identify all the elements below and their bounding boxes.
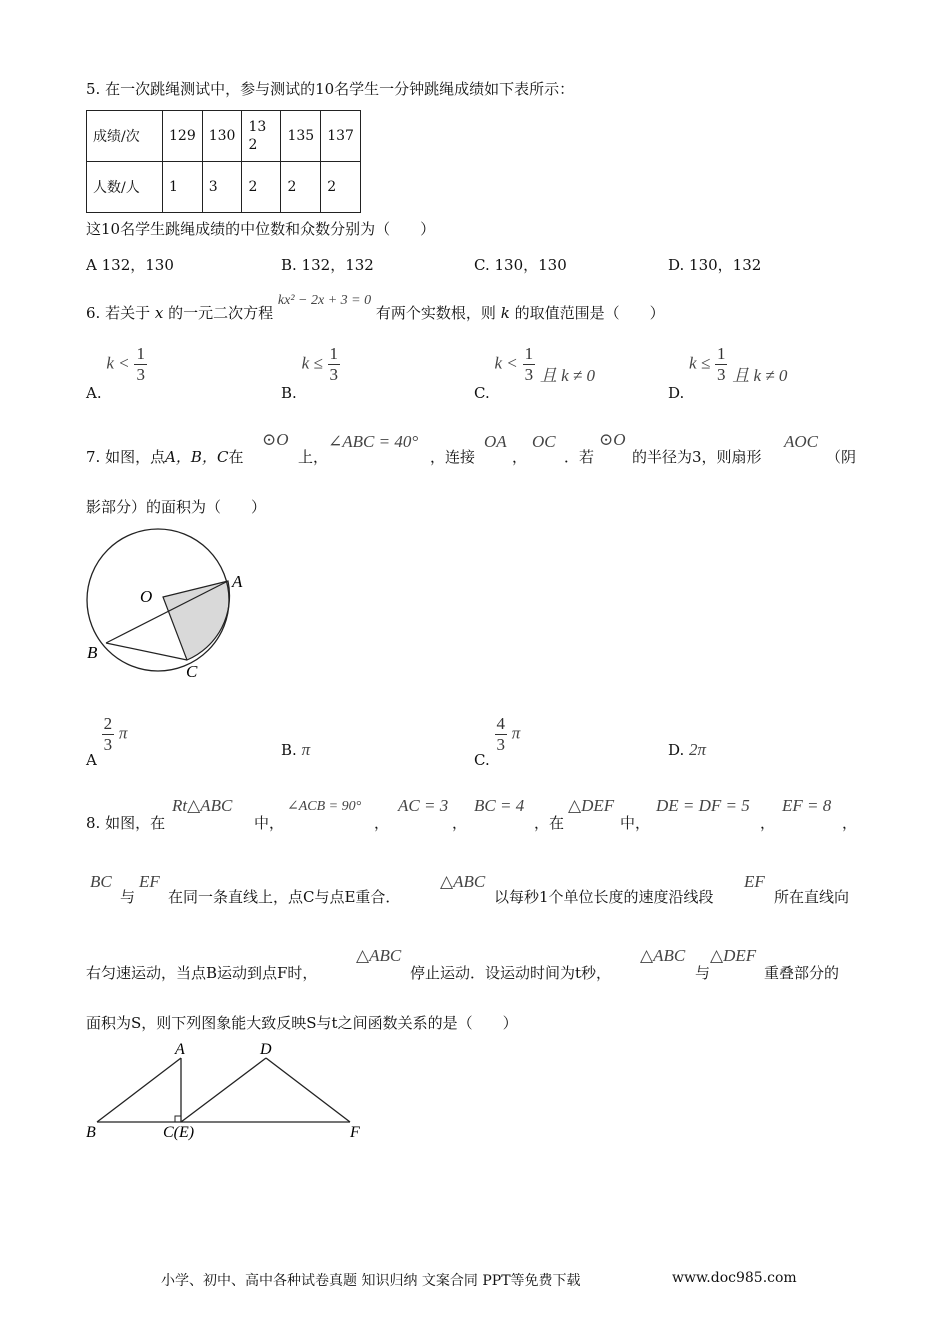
frac-num: 1 [716, 344, 726, 363]
q5-option-b: B. 132，132 [281, 256, 374, 274]
table-cell: 13 2 [242, 111, 281, 162]
q7-option-a [86, 714, 128, 769]
option-expr: 且 k ≠ 0 [732, 365, 788, 385]
q6-text: 的一元二次方程 [168, 304, 274, 322]
option-label: D. [668, 383, 685, 402]
q7-option-c [474, 714, 521, 769]
fraction [523, 344, 536, 385]
q7-text: ，连接 [430, 448, 476, 466]
q5-stem: 5. 在一次跳绳测试中，参与测试的10名学生一分钟跳绳成绩如下表所示： [86, 80, 575, 98]
q7-circle-figure [80, 520, 280, 685]
q8-math: △ABC [440, 872, 486, 891]
option-label: C. [474, 750, 490, 769]
q7-text: 上， [298, 448, 329, 466]
label-a: A [232, 572, 243, 591]
q8-text: ， [842, 814, 858, 832]
q8-math: △ABC [640, 946, 686, 965]
q8-math: Rt△ABC [172, 796, 233, 815]
q7-text: （阴 [826, 448, 857, 466]
q7-option-b [281, 740, 310, 760]
q7-math: ⊙O [262, 430, 289, 449]
q6-text: 6. 若关于 [86, 304, 151, 322]
q7-stem-line1 [86, 446, 243, 467]
q8-text: ， [374, 814, 390, 832]
q8-math: △DEF [568, 796, 615, 815]
q8-text: 8. 如图，在 [86, 814, 166, 832]
frac-den: 3 [329, 365, 338, 384]
q6-option-c [474, 344, 595, 402]
q5-option-a: A 132，130 [86, 256, 174, 274]
q8-text: 右匀速运动，当点B运动到点F时， [86, 964, 318, 982]
q8-math: BC [90, 872, 112, 891]
q7-math: OC [532, 432, 556, 451]
segment-ed [181, 1058, 266, 1122]
fraction [328, 344, 341, 385]
option-expr: k < [494, 353, 518, 373]
frac-den: 3 [136, 365, 145, 384]
q8-text: ， [760, 814, 776, 832]
option-expr: k < [106, 353, 130, 373]
option-label: B. [281, 383, 297, 402]
table-cell: 1 [163, 162, 203, 213]
fraction [134, 344, 147, 385]
q7-text: ．若 [564, 448, 595, 466]
option-label: B. [281, 741, 297, 759]
q8-text: 以每秒1个单位长度的速度沿线段 [494, 888, 714, 906]
q8-triangles-figure [80, 1036, 380, 1146]
q8-text: 中， [254, 814, 285, 832]
table-cell: 人数/人 [87, 162, 163, 213]
segment-ab [97, 1058, 181, 1122]
q6-var: x [154, 304, 164, 322]
q7-option-d [668, 740, 706, 760]
table-cell: 2 [321, 162, 361, 213]
score-table [86, 110, 361, 213]
q5-question: 这10名学生跳绳成绩的中位数和众数分别为（ ） [86, 220, 436, 238]
q6-text: 的取值范围是（ ） [514, 304, 665, 322]
q6-option-a [86, 344, 147, 402]
label-o: O [140, 587, 153, 606]
table-row [87, 162, 361, 213]
option-expr: π [511, 723, 521, 743]
table-cell: 129 [163, 111, 203, 162]
q8-math: EF [744, 872, 765, 891]
q8-text: 与 [120, 888, 136, 906]
q7-math: ∠ABC = 40° [328, 432, 419, 451]
footer-url[interactable]: www.doc985.com [672, 1270, 797, 1286]
label-b: B [87, 643, 98, 662]
q6-option-d [668, 344, 788, 402]
fraction [102, 714, 115, 755]
label-f: F [350, 1124, 360, 1141]
frac-num: 1 [136, 344, 145, 363]
q8-text: ， [452, 814, 468, 832]
q7-math: ⊙O [599, 430, 626, 449]
frac-num: 1 [524, 344, 534, 363]
q8-text: ，在 [534, 814, 565, 832]
q8-math: △DEF [710, 946, 757, 965]
option-label: A [86, 750, 97, 769]
frac-den: 3 [524, 365, 534, 384]
q8-math: BC = 4 [474, 796, 525, 815]
option-expr: k ≤ [301, 353, 323, 373]
q8-math: EF = 8 [782, 796, 832, 815]
q5-option-c: C. 130，130 [474, 256, 567, 274]
table-cell: 2 [242, 162, 281, 213]
table-row [87, 111, 361, 162]
frac-num: 2 [103, 714, 113, 733]
q7-text: 在 [228, 448, 244, 466]
option-label: D. [668, 741, 685, 759]
q8-math: △ABC [356, 946, 402, 965]
q6-option-b [281, 344, 340, 402]
fraction [715, 344, 728, 385]
q7-stem-line2: 影部分）的面积为（ ） [86, 498, 267, 516]
option-label: A. [86, 383, 102, 402]
label-a: A [175, 1041, 185, 1058]
option-expr: 2π [689, 740, 707, 759]
frac-num: 1 [329, 344, 338, 363]
segment-df [266, 1058, 350, 1122]
q5-option-d: D. 130，132 [668, 256, 762, 274]
q7-math: AOC [784, 432, 818, 451]
q7-math: OA [484, 432, 507, 451]
frac-den: 3 [103, 735, 113, 754]
table-cell: 130 [202, 111, 242, 162]
label-d: D [260, 1041, 272, 1058]
q8-text: 停止运动．设运动时间为t秒， [410, 964, 612, 982]
q8-text: 面积为S，则下列图象能大致反映S与t之间函数关系的是（ ） [86, 1014, 518, 1032]
q6-equation: kx² − 2x + 3 = 0 [277, 293, 372, 308]
q8-text: 重叠部分的 [764, 964, 840, 982]
table-cell: 成绩/次 [87, 111, 163, 162]
q7-text: 的半径为3，则扇形 [632, 448, 762, 466]
option-expr: π [301, 740, 311, 759]
segment-bc [106, 643, 187, 660]
q7-text: ， [512, 448, 528, 466]
table-cell: 137 [321, 111, 361, 162]
option-expr: k ≤ [689, 353, 711, 373]
q8-text: 与 [695, 964, 711, 982]
q8-math: AC = 3 [398, 796, 449, 815]
option-expr: π [118, 723, 128, 743]
option-expr: 且 k ≠ 0 [539, 365, 595, 385]
q6-var: k [500, 304, 510, 322]
shaded-sector [163, 581, 230, 660]
q6-stem [86, 293, 665, 323]
q8-math: DE = DF = 5 [656, 796, 750, 815]
label-ce: C(E) [163, 1124, 195, 1141]
fraction [495, 714, 508, 755]
q8-text: 在同一条直线上，点C与点E重合． [168, 888, 401, 906]
table-cell: 135 [281, 111, 321, 162]
frac-den: 3 [716, 365, 726, 384]
q8-text: 中， [620, 814, 651, 832]
right-angle-mark [175, 1116, 181, 1122]
table-cell: 2 [281, 162, 321, 213]
label-c: C [186, 662, 198, 681]
table-cell: 3 [202, 162, 242, 213]
footer-text: 小学、初中、高中各种试卷真题 知识归纳 文案合同 PPT等免费下载 [161, 1273, 581, 1289]
frac-den: 3 [496, 735, 505, 754]
q7-text: A，B，C [165, 448, 229, 466]
q6-text: 有两个实数根，则 [375, 304, 496, 322]
q8-text: 所在直线向 [774, 888, 850, 906]
frac-num: 4 [496, 714, 505, 733]
q7-text: 7. 如图，点 [86, 448, 166, 466]
q8-math: ∠ACB = 90° [287, 799, 362, 814]
q8-math: EF [139, 872, 160, 891]
option-label: C. [474, 383, 490, 402]
label-b: B [86, 1124, 96, 1141]
